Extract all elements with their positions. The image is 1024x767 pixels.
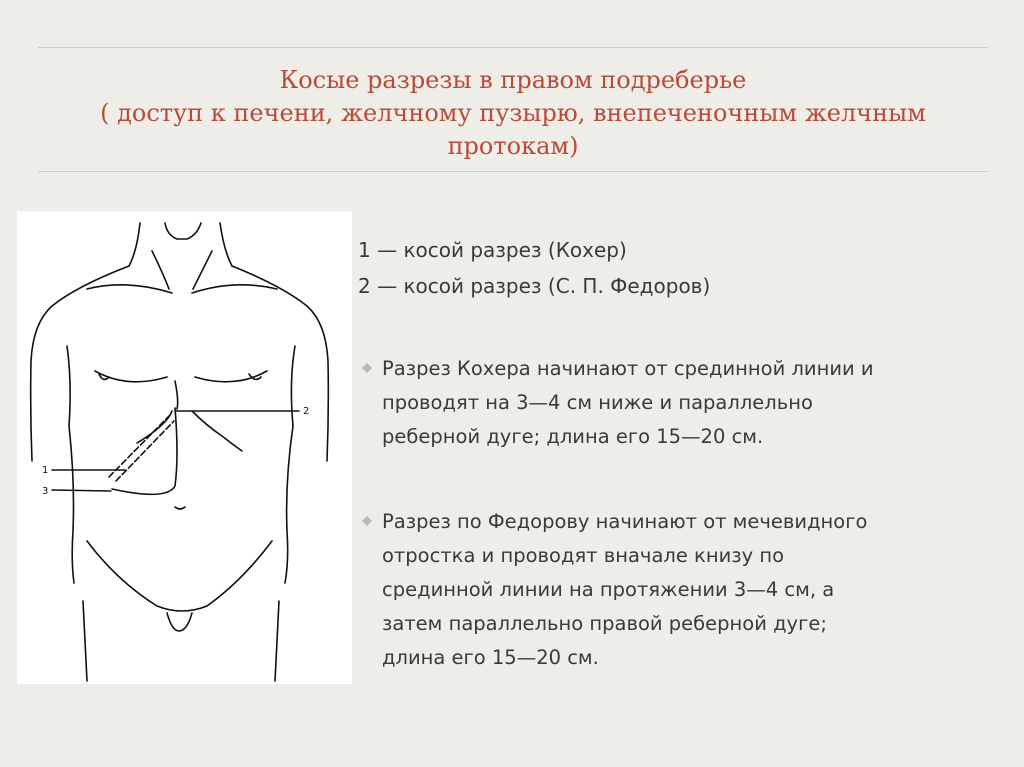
navel: [175, 507, 185, 509]
inguinal-right: [207, 541, 272, 606]
figure-label-1: 1: [42, 465, 49, 476]
chin-outline: [165, 223, 201, 239]
diamond-bullet-icon: [362, 516, 372, 526]
bullet-text: [382, 505, 992, 675]
title-divider: [38, 171, 988, 172]
bullet-line: реберной дуге; длина его 15—20 см.: [382, 425, 764, 448]
kocher-incision-inner: [116, 421, 174, 481]
sternum-line: [175, 381, 178, 409]
title-line: протокам): [447, 132, 579, 160]
title-line: Косые разрезы в правом подреберье: [279, 66, 747, 94]
genital-outline: [167, 613, 192, 631]
bullet-line: Разрез по Федорову начинают от мечевидного: [382, 510, 868, 533]
top-divider: [38, 47, 988, 48]
right-clavicle: [192, 285, 277, 293]
inguinal-left: [87, 541, 157, 606]
neck-left-line: [129, 223, 140, 266]
bullet-line: Разрез Кохера начинают от срединной линии и: [382, 357, 874, 380]
neck-muscle-right: [193, 251, 212, 289]
bullet-line: срединной линии на протяжении 3—4 см, а: [382, 578, 835, 601]
right-thigh: [275, 601, 279, 681]
title-line: ( доступ к печени, желчному пузырю, внепеченочным желчным: [100, 99, 926, 127]
torso-left-side: [69, 426, 74, 583]
neck-right-line: [220, 223, 232, 266]
torso-right-side: [285, 426, 293, 583]
costal-arch-right: [137, 411, 172, 443]
bullet-line: длина его 15—20 см.: [382, 646, 599, 669]
right-shoulder-arm: [232, 266, 328, 461]
leader-line-3: [52, 490, 111, 491]
bullet-line: затем параллельно правой реберной дуге;: [382, 612, 827, 635]
left-shoulder-arm: [31, 266, 129, 461]
costal-arch-left: [192, 411, 242, 451]
bullet-line: отростка и проводят вначале книзу по: [382, 544, 785, 567]
left-thigh: [83, 601, 87, 681]
bullet-text: [382, 352, 992, 454]
left-inner-arm: [67, 346, 70, 426]
anatomy-illustration: [17, 211, 352, 684]
diamond-bullet-icon: [362, 363, 372, 373]
kocher-incision-outer: [109, 416, 169, 477]
figure-label-3: 3: [42, 486, 49, 497]
figure-label-2: 2: [303, 406, 310, 417]
neck-muscle-left: [152, 251, 169, 289]
pubic-line: [157, 606, 207, 611]
right-inner-arm: [291, 346, 295, 426]
torso-drawing: [17, 211, 352, 684]
legend-item-2: 2 — косой разрез (С. П. Федоров): [358, 274, 711, 298]
left-clavicle: [87, 285, 172, 293]
slide-title: [40, 64, 986, 163]
bullet-line: проводят на 3—4 см ниже и параллельно: [382, 391, 813, 414]
legend-item-1: 1 — косой разрез (Кохер): [358, 238, 627, 262]
left-pectoral: [95, 371, 167, 382]
figure-legend: [358, 232, 710, 304]
